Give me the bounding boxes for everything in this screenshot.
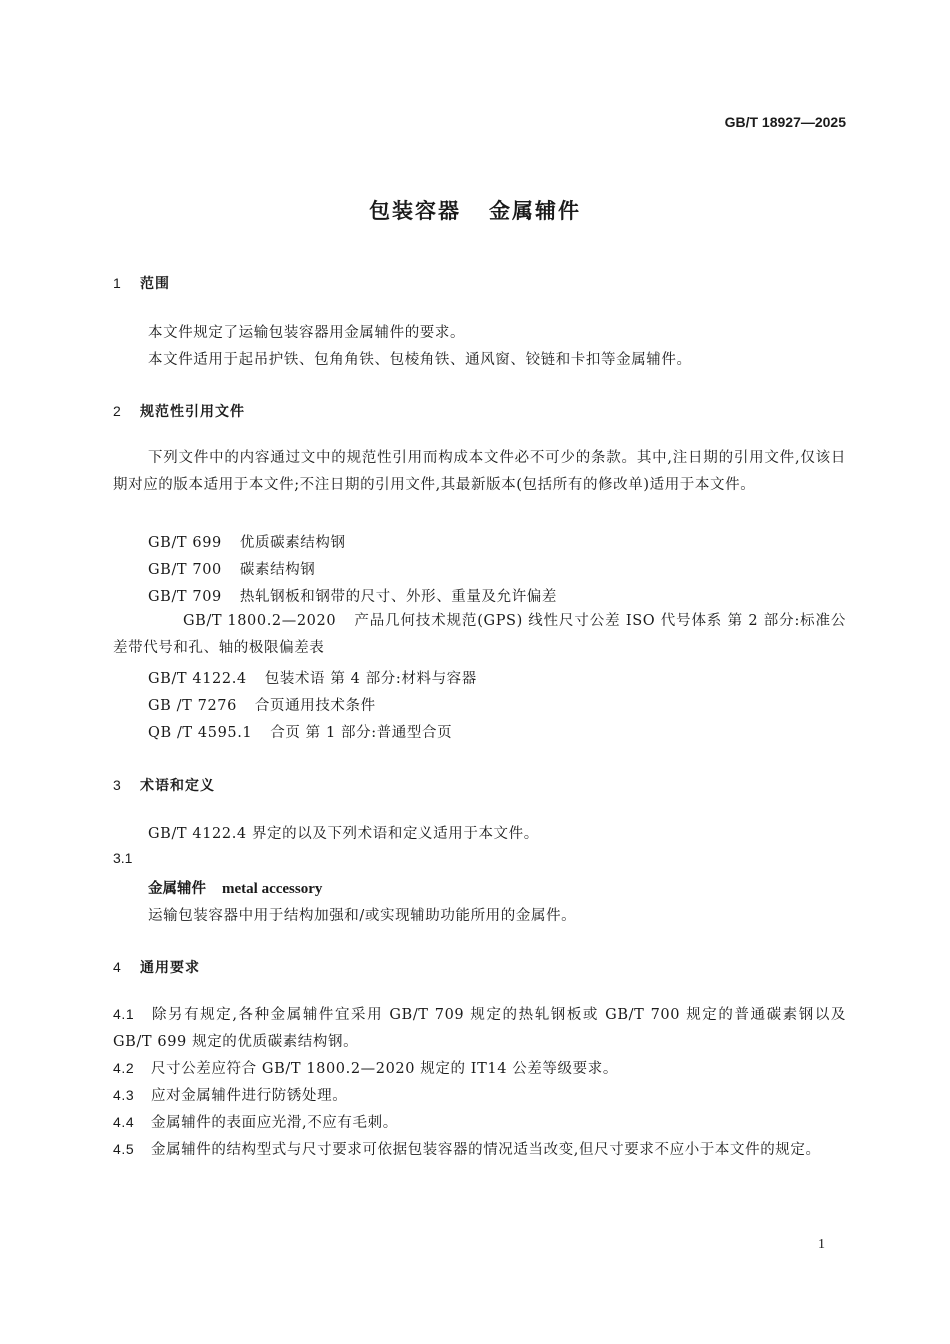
section-title: 规范性引用文件 [140,404,245,420]
clause-text: 除另有规定,各种金属辅件宜采用 GB/T 709 规定的热轧钢板或 GB/T 700 规定的普通碳素钢以及 GB/T 699 规定的优质碳素结构钢。 [113,1007,846,1050]
reference-title: 合页通用技术条件 [254,698,376,714]
reference-title: 优质碳素结构钢 [239,535,346,551]
section-4-heading [113,957,200,977]
clause-4-1 [113,1001,846,1056]
document-title-part1: 包装容器 [369,199,461,223]
section-number: 2 [113,403,122,419]
reference-code: GB/T 699 [148,535,222,551]
reference-code: GB/T 1800.2—2020 [183,613,337,629]
reference-item [148,694,376,715]
clause-number: 4.4 [113,1114,135,1130]
section-number: 1 [113,275,122,291]
standard-number: GB/T 18927—2025 [724,114,846,130]
clause-4-5 [113,1136,846,1164]
reference-title: 碳素结构钢 [239,562,316,578]
reference-item [148,721,452,742]
clause-text: 金属辅件的结构型式与尺寸要求可依据包装容器的情况适当改变,但尺寸要求不应小于本文件的规定。 [151,1142,821,1158]
reference-code: GB/T 4122.4 [148,671,247,687]
reference-title: 产品几何技术规范(GPS) 线性尺寸公差 ISO 代号体系 第 2 部分:标准公差带代号和孔、轴的极限偏差表 [113,613,846,656]
reference-title: 热轧钢板和钢带的尺寸、外形、重量及允许偏差 [239,589,557,605]
reference-title: 合页 第 1 部分:普通型合页 [270,725,453,741]
clause-number: 4.3 [113,1087,135,1103]
section-1-heading [113,273,170,293]
document-title-part2: 金属辅件 [489,199,581,223]
clause-text: 金属辅件的表面应光滑,不应有毛刺。 [151,1115,398,1131]
section-title: 术语和定义 [140,778,215,794]
section-3-heading [113,775,215,795]
intro-paragraph: GB/T 4122.4 界定的以及下列术语和定义适用于本文件。 [148,826,539,842]
clause-number: 4.5 [113,1141,135,1157]
clause-text: 应对金属辅件进行防锈处理。 [151,1088,348,1104]
section-number: 4 [113,959,122,975]
document-title [0,195,950,225]
reference-code: GB /T 7276 [148,698,237,714]
section-title: 范围 [140,276,170,292]
clause-number: 4.1 [113,1006,135,1022]
clause-4-3 [113,1082,846,1110]
term-definition: 运输包装容器中用于结构加强和/或实现辅助功能所用的金属件。 [148,908,577,924]
reference-item [148,531,346,552]
reference-item [148,558,315,579]
term-number: 3.1 [113,850,133,866]
intro-paragraph: 下列文件中的内容通过文中的规范性引用而构成本文件必不可少的条款。其中,注日期的引用文件,仅该日期对应的版本适用于本文件;不注日期的引用文件,其最新版本(包括所有的修改单)适用于本文件。 [113,450,846,493]
reference-title: 包装术语 第 4 部分:材料与容器 [264,671,477,687]
term-english: metal accessory [222,881,323,897]
reference-code: GB/T 709 [148,589,222,605]
reference-item [148,585,557,606]
reference-code: QB /T 4595.1 [148,725,253,741]
term-heading [148,877,322,898]
reference-item [113,608,846,662]
paragraph: 本文件规定了运输包装容器用金属辅件的要求。 [148,325,466,341]
reference-item [148,667,477,688]
section-number: 3 [113,777,122,793]
reference-code: GB/T 700 [148,562,222,578]
section-2-heading [113,401,245,421]
clause-4-4 [113,1109,846,1137]
paragraph: 本文件适用于起吊护铁、包角角铁、包棱角铁、通风窗、铰链和卡扣等金属辅件。 [148,352,692,368]
term-chinese: 金属辅件 [148,881,206,897]
clause-4-2 [113,1055,846,1083]
clause-number: 4.2 [113,1060,135,1076]
page-number: 1 [818,1237,825,1252]
section-title: 通用要求 [140,960,200,976]
clause-text: 尺寸公差应符合 GB/T 1800.2—2020 规定的 IT14 公差等级要求。 [151,1061,618,1077]
